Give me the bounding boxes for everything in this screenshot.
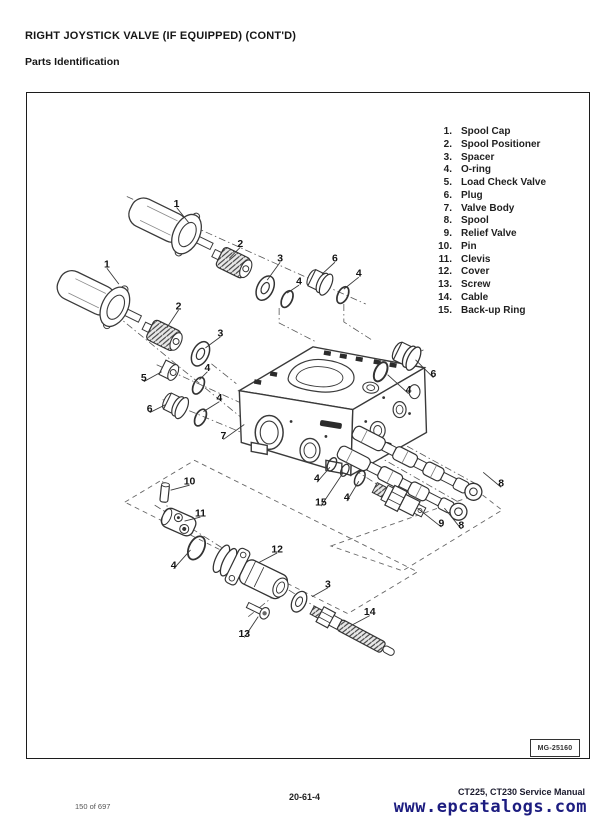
parts-list-item	[422, 177, 587, 190]
callout-number: 8	[498, 478, 505, 490]
clevis	[159, 506, 198, 538]
callout-number: 2	[237, 238, 244, 250]
parts-list-item	[422, 241, 587, 254]
parts-list-item	[422, 292, 587, 305]
part-number: 4.	[443, 164, 452, 176]
parts-list-item	[422, 164, 587, 177]
callout-number: 10	[183, 476, 196, 488]
part-number: 3.	[443, 151, 452, 163]
callout-number: 6	[331, 253, 338, 265]
part-number: 7.	[443, 202, 452, 214]
callout-number: 5	[140, 373, 147, 385]
part-number: 6.	[443, 189, 452, 201]
callout-number: 1	[104, 259, 110, 271]
o-ring-plug-left	[192, 407, 209, 427]
part-number: 12.	[438, 266, 452, 278]
parts-list-item	[422, 152, 587, 165]
spool-cap-upper	[121, 186, 222, 267]
spool-positioner-upper	[209, 243, 255, 281]
footer-manual-title: CT225, CT230 Service Manual	[457, 787, 585, 797]
callout-number: 7	[220, 430, 227, 442]
parts-list	[422, 126, 587, 317]
part-label: Back-up Ring	[461, 304, 526, 316]
parts-list-item	[422, 279, 587, 292]
page-title: RIGHT JOYSTICK VALVE (IF EQUIPPED) (CONT'D)	[25, 30, 297, 42]
plug-upper	[304, 266, 336, 297]
callout-number: 4	[170, 560, 177, 572]
spool-cap-lower	[49, 259, 150, 340]
part-label: Spool Cap	[461, 126, 511, 137]
callout-number: 3	[277, 253, 284, 265]
part-number: 1.	[443, 126, 452, 137]
callout-number: 11	[194, 508, 207, 520]
load-check-valve	[159, 360, 181, 382]
callout-number: 9	[438, 518, 445, 530]
part-label: Cover	[461, 266, 490, 278]
callout-number: 4	[204, 363, 211, 375]
parts-list-item	[422, 215, 587, 228]
part-label: Clevis	[461, 253, 491, 265]
o-ring-cover	[184, 533, 208, 562]
parts-list-item	[422, 254, 587, 267]
part-label: Load Check Valve	[461, 177, 547, 188]
spool-positioner-lower	[139, 316, 185, 354]
part-label: Cable	[461, 291, 489, 303]
callout-number: 3	[325, 579, 331, 591]
parts-list-item	[422, 203, 587, 216]
part-label: Pin	[461, 240, 477, 252]
callout-number: 14	[363, 607, 376, 619]
callout-leader-line	[267, 262, 280, 280]
callout-number: 12	[271, 544, 283, 556]
part-number: 10.	[438, 240, 452, 252]
callout-number: 13	[238, 629, 251, 641]
part-label: Spacer	[461, 151, 495, 163]
part-number: 8.	[443, 215, 452, 227]
part-number: 13.	[438, 279, 452, 290]
parts-list-item	[422, 266, 587, 279]
parts-list-item	[422, 139, 587, 152]
part-label: Plug	[461, 189, 483, 201]
parts-list-item	[422, 305, 587, 318]
callout-leader-line	[167, 310, 179, 328]
part-label: Valve Body	[461, 202, 515, 214]
part-number: 5.	[443, 177, 452, 188]
callout-number: 2	[175, 301, 182, 313]
part-number: 9.	[443, 228, 452, 239]
callout-number: 15	[315, 497, 327, 509]
callout-number: 1	[173, 198, 180, 210]
o-ring-upper-2	[334, 285, 351, 305]
part-label: O-ring	[461, 164, 491, 176]
part-number: 14.	[438, 291, 452, 303]
part-label: Spool Positioner	[461, 138, 541, 150]
pin	[160, 482, 170, 502]
footer-section-code: 20-61-4	[288, 792, 321, 802]
part-number: 15.	[438, 304, 452, 316]
callout-number: 4	[343, 492, 350, 504]
callout-number: 6	[146, 404, 153, 416]
part-label: Screw	[461, 279, 491, 290]
parts-diagram-figure	[26, 92, 590, 759]
o-ring-upper-1	[279, 289, 296, 309]
callout-number: 3	[217, 328, 224, 340]
spacer-upper	[252, 273, 278, 303]
parts-list-item	[422, 228, 587, 241]
parts-list-item	[422, 126, 587, 139]
o-ring-check	[190, 375, 207, 395]
callout-number: 4	[296, 276, 302, 288]
callout-number: 4	[216, 393, 223, 405]
watermark: www.epcatalogs.com	[393, 797, 587, 817]
cable	[308, 603, 398, 661]
callout-number: 4	[405, 385, 412, 397]
part-number: 11.	[438, 253, 452, 265]
callout-number: 4	[314, 473, 320, 485]
figure-code: MG-25160	[537, 744, 573, 752]
callout-number: 8	[458, 520, 465, 532]
callout-number: 4	[355, 268, 362, 280]
footer-page-indicator: 150 of 697	[75, 802, 111, 811]
part-number: 2.	[443, 138, 452, 150]
page-subtitle: Parts Identification	[25, 56, 120, 68]
callout-number: 6	[430, 369, 437, 381]
part-label: Spool	[461, 215, 489, 227]
parts-list-item	[422, 190, 587, 203]
part-label: Relief Valve	[461, 228, 517, 239]
figure-code-box	[530, 739, 580, 757]
